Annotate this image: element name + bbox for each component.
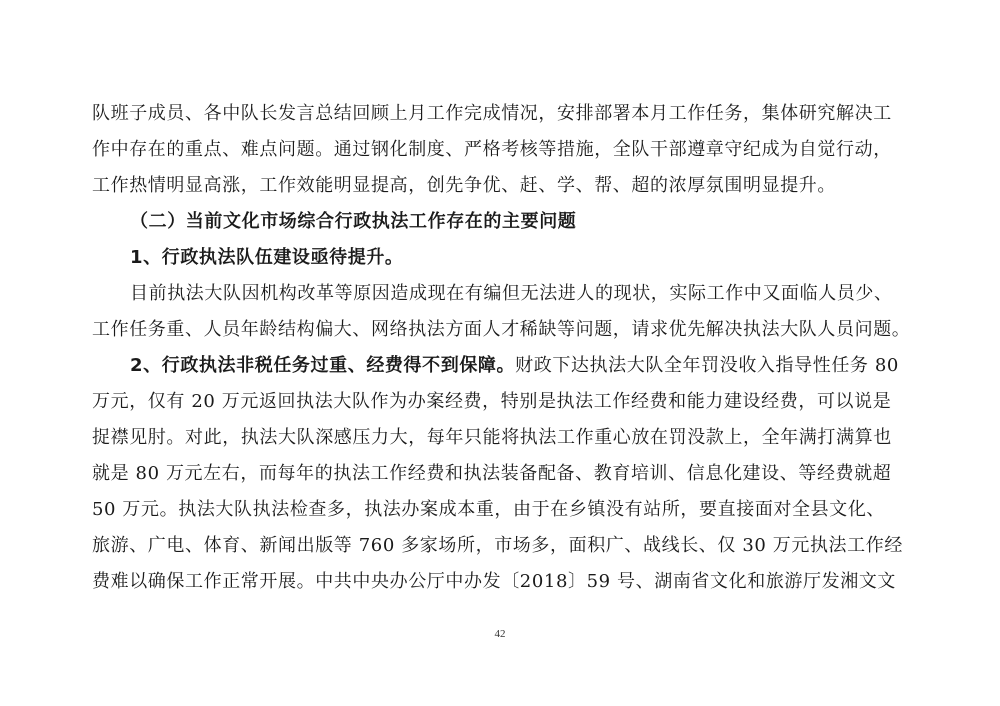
paragraph-line: 目前执法大队因机构改革等原因造成现在有编但无法进人的现状，实际工作中又面临人员少、	[130, 283, 893, 304]
paragraph-line: 万元，仅有 20 万元返回执法大队作为办案经费，特别是执法工作经费和能力建设经费，可以说是	[92, 391, 892, 412]
paragraph-line: 队班子成员、各中队长发言总结回顾上月工作完成情况，安排部署本月工作任务，集体研究解决工	[92, 103, 892, 124]
paragraph-line: 捉襟见肘。对此，执法大队深感压力大，每年只能将执法工作重心放在罚没款上，全年满打满算也	[92, 427, 892, 448]
paragraph-line: 工作任务重、人员年龄结构偏大、网络执法方面人才稀缺等问题，请求优先解决执法大队人员问题。	[92, 319, 911, 340]
section-heading: （二）当前文化市场综合行政执法工作存在的主要问题	[130, 211, 577, 232]
subsection-line	[92, 348, 912, 384]
paragraph-line: 工作热情明显高涨，工作效能明显提高，创先争优、赶、学、帮、超的浓厚氛围明显提升。	[92, 175, 836, 196]
paragraph-line: 旅游、广电、体育、新闻出版等 760 多家场所，市场多，面积广、战线长、仅 30 万元执法工作经	[92, 535, 903, 556]
subsection-heading-2: 2、行政执法非税任务过重、经费得不到保障。	[130, 355, 516, 376]
document-body	[92, 96, 912, 600]
paragraph-line: 就是 80 万元左右，而每年的执法工作经费和执法装备配备、教育培训、信息化建设、等经费就超	[92, 463, 892, 484]
page-number: 42	[494, 628, 506, 640]
subsection-text: 财政下达执法大队全年罚没收入指导性任务 80	[515, 355, 899, 376]
paragraph-line: 作中存在的重点、难点问题。通过钢化制度、严格考核等措施，全队干部遵章守纪成为自觉行动，	[92, 139, 892, 160]
paragraph-line: 50 万元。执法大队执法检查多，执法办案成本重，由于在乡镇没有站所，要直接面对全县文化、	[92, 499, 886, 520]
paragraph-line: 费难以确保工作正常开展。中共中央办公厅中办发〔2018〕59 号、湖南省文化和旅游厅发湘文文	[92, 571, 897, 592]
subsection-heading-1: 1、行政执法队伍建设亟待提升。	[130, 247, 404, 268]
